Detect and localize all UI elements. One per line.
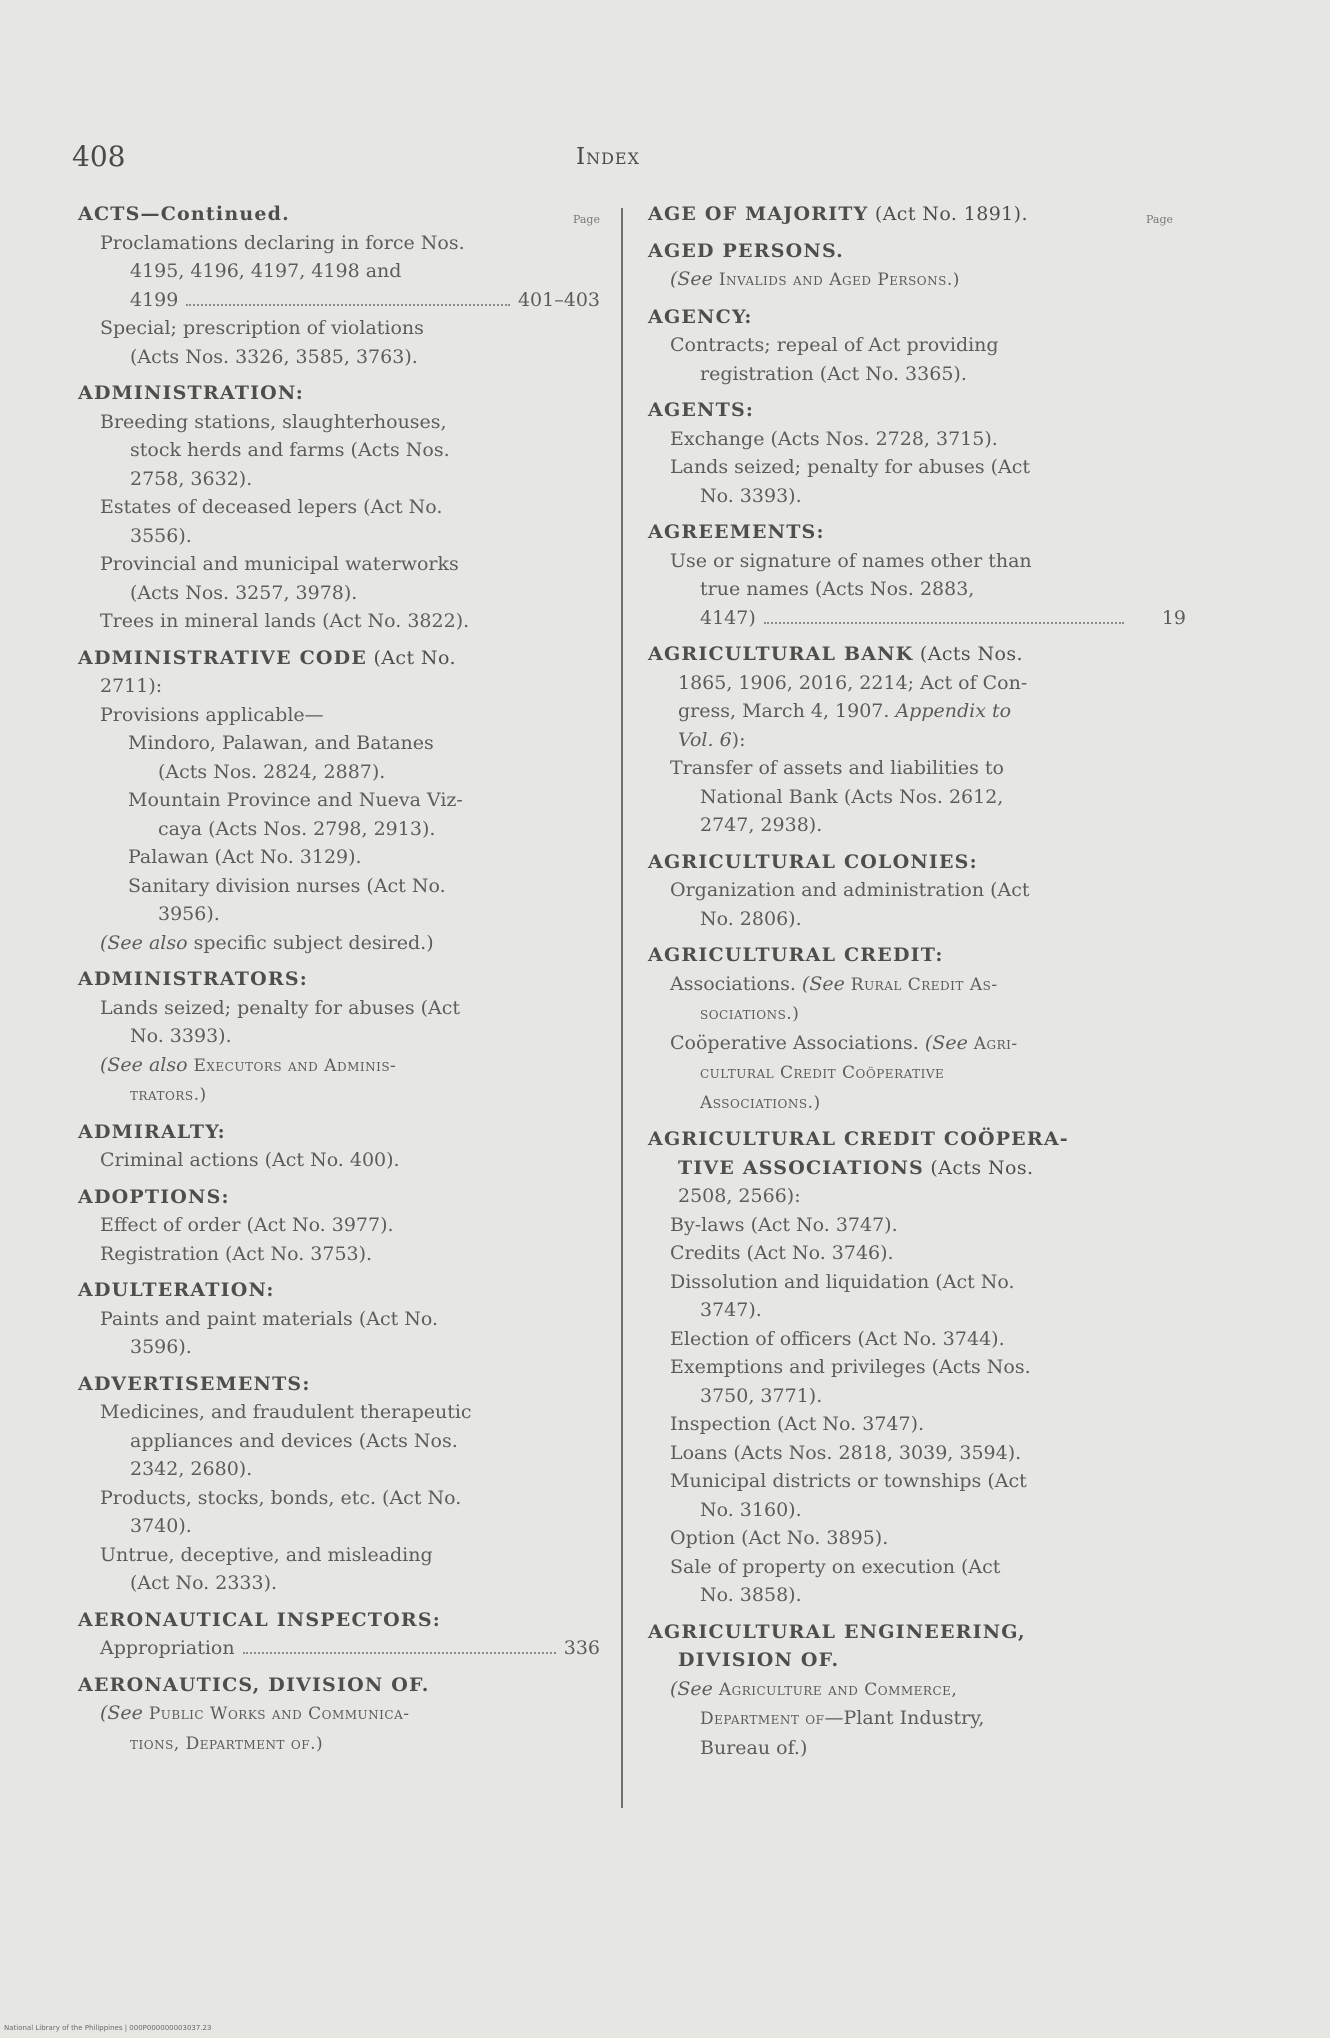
index-entry: Inspection (Act No. 3747). (670, 1413, 925, 1435)
page-number: 408 (72, 140, 126, 173)
index-entry-cont: caya (Acts Nos. 2798, 2913). (158, 817, 436, 840)
dot-leader (186, 304, 510, 306)
index-entry: Municipal districts or townships (Act (670, 1470, 1027, 1492)
right-column (648, 200, 1186, 1762)
index-entry-cont: stock herds and farms (Acts Nos. (130, 439, 450, 461)
index-entry-cont: 2747, 2938). (700, 814, 823, 836)
index-entry: Election of officers (Act No. 3744). (670, 1327, 1005, 1350)
index-entry-cont: true names (Acts Nos. 2883, (700, 578, 975, 600)
running-head: Index (576, 144, 640, 170)
index-entry: Special; prescription of violations (100, 317, 424, 339)
heading-adoptions: ADOPTIONS: (78, 1185, 230, 1208)
index-entry: Coöperative Associations. (See Agri- (670, 1031, 1018, 1054)
see-note-cont: Department of—Plant Industry, (700, 1707, 985, 1729)
heading-admiralty: ADMIRALTY: (78, 1120, 226, 1143)
heading-cont: Vol. 6): (678, 728, 746, 751)
index-entry-cont: No. 3393). (130, 1025, 232, 1047)
index-entry: Option (Act No. 3895). (670, 1527, 889, 1549)
index-entry: Products, stocks, bonds, etc. (Act No. (100, 1486, 462, 1509)
index-entry: Transfer of assets and liabilities to (670, 757, 1004, 779)
index-entry: Exchange (Acts Nos. 2728, 3715). (670, 427, 998, 450)
index-entry: Exemptions and privileges (Acts Nos. (670, 1356, 1031, 1378)
index-entry: Sale of property on execution (Act (670, 1555, 1001, 1578)
index-entry-cont: 4195, 4196, 4197, 4198 and (130, 260, 402, 282)
index-entry-cont: sociations.) (700, 1004, 800, 1024)
index-subentry: Sanitary division nurses (Act No. (128, 874, 446, 897)
index-entry: Estates of deceased lepers (Act No. (100, 496, 443, 518)
index-entry: Dissolution and liquidation (Act No. (670, 1270, 1015, 1293)
heading-aeronautics-division: AERONAUTICS, DIVISION OF. (78, 1673, 430, 1696)
left-column (78, 200, 600, 1758)
page-column-label: Page (1146, 213, 1174, 226)
heading-advertisements: ADVERTISEMENTS: (78, 1372, 311, 1395)
index-entry: Breeding stations, slaughterhouses, (100, 410, 447, 433)
index-entry: Paints and paint materials (Act No. (100, 1307, 439, 1330)
index-entry-cont: 3750, 3771). (700, 1384, 823, 1407)
page-column-label: Page (572, 213, 600, 226)
index-entry-cont: No. 3160). (700, 1498, 802, 1521)
page-ref: 401–403 (517, 288, 600, 311)
dot-leader (243, 1652, 556, 1654)
index-entry: Organization and administration (Act (670, 879, 1030, 901)
index-entry-cont: registration (Act No. 3365). (700, 362, 967, 385)
index-entry-leader: 4199 401–403 (78, 286, 600, 315)
heading-administrative-code: ADMINISTRATIVE CODE (Act No. (78, 646, 456, 669)
page-ref: 336 (563, 1637, 600, 1659)
index-entry: Lands seized; penalty for abuses (Act (670, 456, 1031, 478)
heading-agricultural-credit-cooperative: AGRICULTURAL CREDIT COÖPERA- (648, 1128, 1069, 1150)
index-entry: Registration (Act No. 3753). (100, 1242, 373, 1265)
page-ref: 19 (1161, 606, 1186, 629)
heading-agents: AGENTS: (648, 399, 755, 421)
index-entry-cont: (Act No. 2333). (130, 1572, 278, 1594)
heading-cont: DIVISION OF. (678, 1649, 840, 1671)
index-entry-cont: (Acts Nos. 3326, 3585, 3763). (130, 345, 418, 368)
index-entry-cont: 2342, 2680). (130, 1458, 253, 1480)
index-entry-cont: No. 2806). (700, 907, 802, 930)
index-entry-cont: cultural Credit Coöperative (700, 1063, 945, 1083)
heading-aged-persons: AGED PERSONS. (648, 239, 844, 262)
index-entry-cont: 3747). (700, 1299, 762, 1321)
index-entry-leader: Appropriation 336 (78, 1634, 600, 1663)
index-entry: Trees in mineral lands (Act No. 3822). (100, 610, 470, 632)
index-entry: Provisions applicable— (100, 703, 324, 726)
see-also-note: (See also Executors and Adminis- (100, 1053, 397, 1076)
index-entry-cont: 2758, 3632). (130, 467, 253, 490)
index-entry-cont: (Acts Nos. 3257, 3978). (130, 581, 358, 604)
index-entry: Use or signature of names other than (670, 549, 1032, 572)
index-entry: Proclamations declaring in force Nos. (100, 231, 465, 254)
heading-cont: 2711): (100, 675, 163, 697)
see-also-note-cont: trators.) (130, 1085, 207, 1105)
heading-administration: ADMINISTRATION: (78, 382, 305, 404)
index-entry-cont: 3740). (130, 1515, 192, 1537)
index-entry-cont: Associations.) (700, 1092, 821, 1113)
heading-agricultural-engineering: AGRICULTURAL ENGINEERING, (648, 1620, 1026, 1643)
index-entry-leader: 4147) 19 (648, 604, 1186, 633)
heading-acts-continued: ACTS—Continued. (78, 203, 290, 225)
index-subentry: Palawan (Act No. 3129). (128, 846, 362, 868)
index-entry-cont: National Bank (Acts Nos. 2612, (700, 785, 1004, 808)
heading-agricultural-bank: AGRICULTURAL BANK (Acts Nos. (648, 643, 1023, 665)
index-entry-cont: 3956). (158, 903, 220, 925)
heading-agreements: AGREEMENTS: (648, 521, 825, 543)
see-note: (See Agriculture and Commerce, (670, 1677, 958, 1700)
index-entry: By-laws (Act No. 3747). (670, 1213, 898, 1236)
index-entry: Effect of order (Act No. 3977). (100, 1214, 394, 1236)
see-also-note: (See also specific subject desired.) (100, 931, 434, 954)
index-entry: Loans (Acts Nos. 2818, 3039, 3594). (670, 1441, 1022, 1464)
column-divider (621, 208, 623, 1808)
index-entry: Untrue, deceptive, and misleading (100, 1543, 433, 1566)
index-entry: Contracts; repeal of Act providing (670, 334, 999, 356)
index-entry: Credits (Act No. 3746). (670, 1242, 894, 1264)
heading-cont: TIVE ASSOCIATIONS (Acts Nos. (678, 1156, 1034, 1179)
index-entry: Associations. (See Rural Credit As- (670, 972, 998, 995)
index-entry: Criminal actions (Act No. 400). (100, 1149, 400, 1171)
index-subentry: Mindoro, Palawan, and Batanes (128, 732, 434, 754)
heading-adulteration: ADULTERATION: (78, 1279, 275, 1301)
index-entry: Lands seized; penalty for abuses (Act (100, 996, 461, 1019)
see-note: (See Invalids and Aged Persons.) (670, 268, 960, 290)
heading-agricultural-credit: AGRICULTURAL CREDIT: (648, 944, 944, 966)
index-entry-cont: No. 3858). (700, 1584, 802, 1606)
see-also-note-cont: tions, Department of.) (130, 1733, 324, 1754)
index-entry-cont: (Acts Nos. 2824, 2887). (158, 760, 386, 783)
index-entry: Provincial and municipal waterworks (100, 553, 459, 575)
heading-age-of-majority: AGE OF MAJORITY (Act No. 1891). (648, 203, 1028, 225)
heading-administrators: ADMINISTRATORS: (78, 968, 308, 990)
index-entry-cont: 3556). (130, 524, 192, 547)
heading-cont: 2508, 2566): (678, 1185, 801, 1207)
heading-agency: AGENCY: (648, 305, 753, 328)
index-entry-cont: 3596). (130, 1336, 192, 1358)
scan-credit: National Library of the Philippines | 000P000000003037.23 (4, 2024, 212, 2032)
see-also-note: (See Public Works and Communica- (100, 1702, 410, 1724)
heading-agricultural-colonies: AGRICULTURAL COLONIES: (648, 850, 978, 873)
heading-cont: 1865, 1906, 2016, 2214; Act of Con- (678, 671, 1028, 694)
heading-cont: gress, March 4, 1907. Appendix to (678, 700, 1012, 722)
dot-leader (764, 622, 1124, 624)
index-entry-cont: No. 3393). (700, 484, 802, 507)
see-note-cont: Bureau of.) (700, 1736, 808, 1759)
heading-aeronautical-inspectors: AERONAUTICAL INSPECTORS: (78, 1608, 441, 1631)
index-entry: Medicines, and fraudulent therapeutic (100, 1401, 472, 1423)
index-entry-cont: appliances and devices (Acts Nos. (130, 1429, 458, 1452)
index-subentry: Mountain Province and Nueva Viz- (128, 789, 463, 811)
